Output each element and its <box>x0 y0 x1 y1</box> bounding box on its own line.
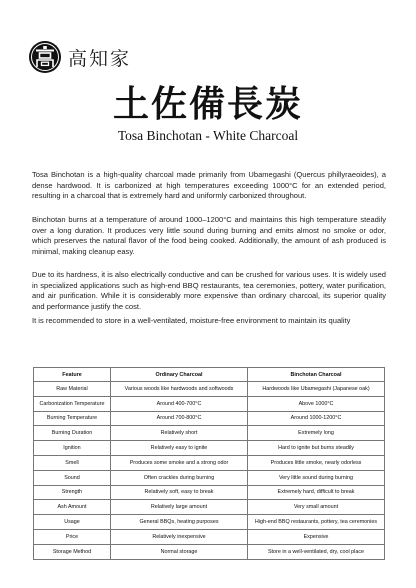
feature-cell: Ignition <box>34 441 111 456</box>
ordinary-cell: Around 400-700°C <box>111 396 248 411</box>
feature-cell: Raw Material <box>34 382 111 397</box>
ordinary-cell: Relatively short <box>111 426 248 441</box>
feature-cell: Ash Amount <box>34 500 111 515</box>
brand-name: 高知家 <box>68 47 132 70</box>
page-subtitle: Tosa Binchotan - White Charcoal <box>117 128 299 143</box>
binchotan-cell: Above 1000°C <box>248 396 385 411</box>
japanese-title: 土佐備長炭 <box>112 83 303 125</box>
ordinary-cell: Normal storage <box>111 544 248 559</box>
table-row <box>34 455 385 470</box>
binchotan-cell: Store in a well-ventilated, dry, cool place <box>248 544 385 559</box>
header-feature: Feature <box>34 368 111 382</box>
paragraph-intro: Tosa Binchotan is a high-quality charcoal made primarily from Ubamegashi (Quercus phillyraeoides), a dense hardwood. It is carbonized at high temperatures exceeding 1000°C for an extended period, resulting in a charcoal that is extremely hard and uniformly carbonized throughout. <box>32 170 386 201</box>
binchotan-cell: Expensive <box>248 529 385 544</box>
binchotan-cell: Around 1000-1200°C <box>248 411 385 426</box>
comparison-table <box>33 367 385 560</box>
table-row <box>34 529 385 544</box>
feature-cell: Sound <box>34 470 111 485</box>
ordinary-cell: Relatively inexpensive <box>111 529 248 544</box>
table-row <box>34 396 385 411</box>
paragraph-burning: Binchotan burns at a temperature of around 1000–1200°C and maintains this high temperature steadily over a long duration. It produces very little sound during burning and emits almost no smoke or odor, which preserves the natural flavor of the food being cooked. Additionally, the amount of ash produced is minimal, making cleanup easy. <box>32 215 386 256</box>
table-row <box>34 515 385 530</box>
feature-cell: Price <box>34 529 111 544</box>
table-row <box>34 426 385 441</box>
binchotan-cell: Extremely hard, difficult to break <box>248 485 385 500</box>
binchotan-cell: Very small amount <box>248 500 385 515</box>
ordinary-cell: General BBQs, heating purposes <box>111 515 248 530</box>
feature-cell: Carbonization Temperature <box>34 396 111 411</box>
takai-kanji-seal-icon <box>28 40 62 74</box>
feature-cell: Strength <box>34 485 111 500</box>
table-row <box>34 544 385 559</box>
header-binchotan-charcoal: Binchotan Charcoal <box>248 368 385 382</box>
ordinary-cell: Produces some smoke and a strong odor <box>111 455 248 470</box>
binchotan-cell: Extremely long <box>248 426 385 441</box>
table-header-row <box>34 368 385 382</box>
ordinary-cell: Relatively soft, easy to break <box>111 485 248 500</box>
ordinary-cell: Various woods like hardwoods and softwoods <box>111 382 248 397</box>
table-row <box>34 485 385 500</box>
binchotan-cell: Very little sound during burning <box>248 470 385 485</box>
feature-cell: Usage <box>34 515 111 530</box>
ordinary-cell: Often crackles during burning <box>111 470 248 485</box>
binchotan-cell: Produces little smoke, nearly odorless <box>248 455 385 470</box>
table-row <box>34 470 385 485</box>
feature-cell: Burning Duration <box>34 426 111 441</box>
table-row <box>34 411 385 426</box>
brand-header <box>28 38 131 76</box>
binchotan-cell: Hardwoods like Ubamegashi (Japanese oak) <box>248 382 385 397</box>
feature-cell: Storage Method <box>34 544 111 559</box>
table-row <box>34 500 385 515</box>
ordinary-cell: Around 700-800°C <box>111 411 248 426</box>
feature-cell: Burning Temperature <box>34 411 111 426</box>
table-row <box>34 441 385 456</box>
table-row <box>34 382 385 397</box>
paragraph-storage: It is recommended to store in a well-ventilated, moisture-free environment to maintain its quality <box>32 316 351 325</box>
binchotan-cell: High-end BBQ restaurants, pottery, tea ceremonies <box>248 515 385 530</box>
binchotan-cell: Hard to ignite but burns steadily <box>248 441 385 456</box>
header-ordinary-charcoal: Ordinary Charcoal <box>111 368 248 382</box>
ordinary-cell: Relatively large amount <box>111 500 248 515</box>
paragraph-uses: Due to its hardness, it is also electrically conductive and can be crushed for various uses. It is widely used in specialized applications such as high-end BBQ restaurants, tea ceremonies, pottery, water purification, and air purification. While it is considerably more expensive than ordinary charcoal, its superior quality and performance justify the cost. <box>32 270 386 311</box>
feature-cell: Smell <box>34 455 111 470</box>
ordinary-cell: Relatively easy to ignite <box>111 441 248 456</box>
